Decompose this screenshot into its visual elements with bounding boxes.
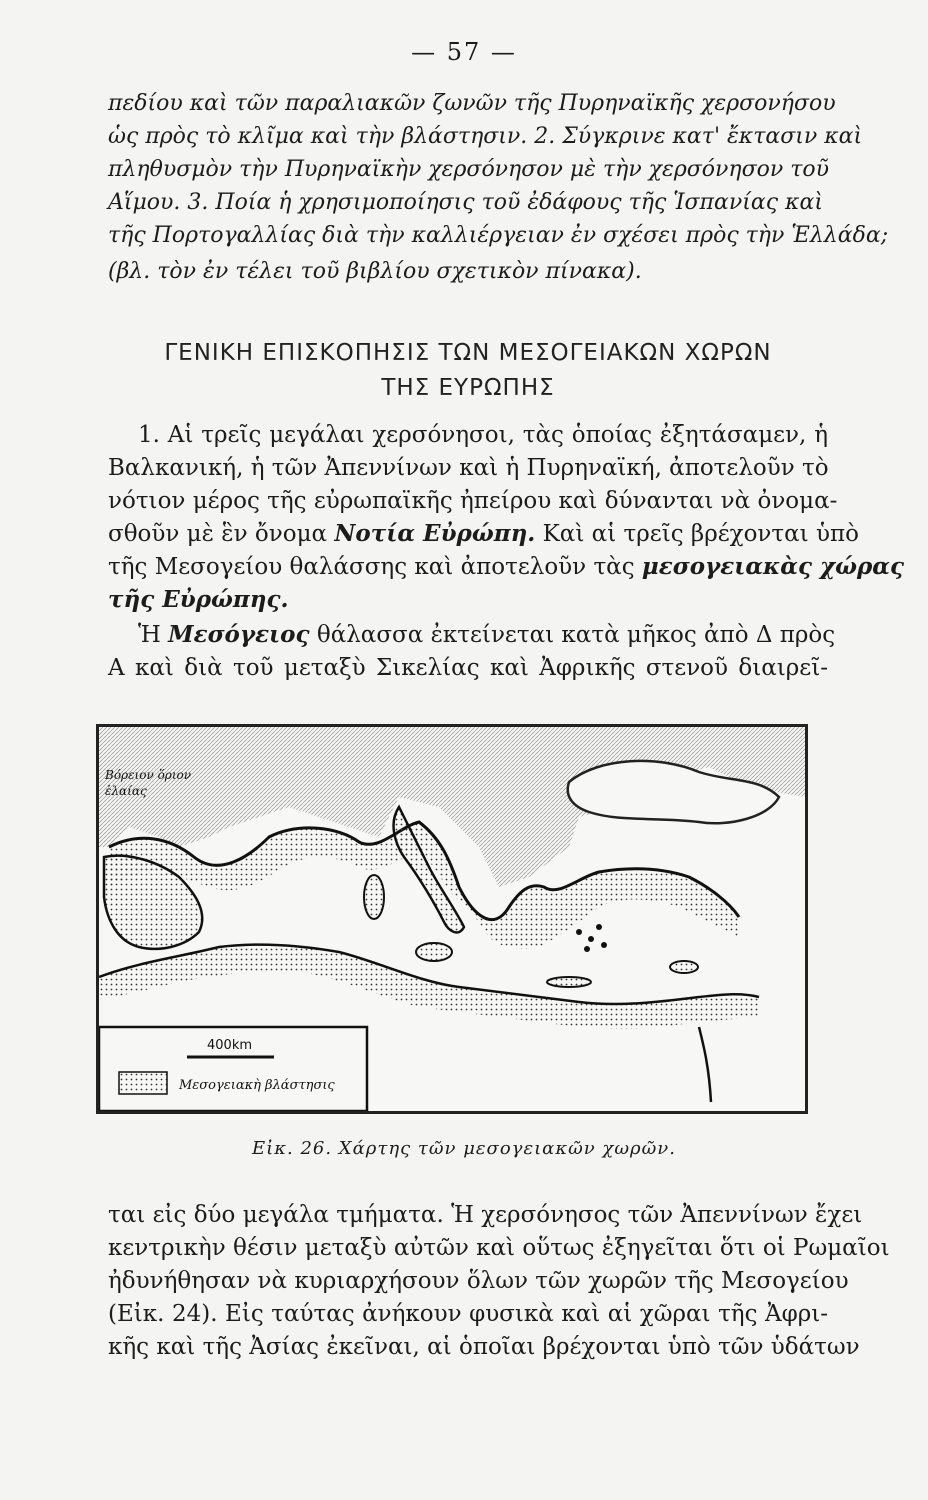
text-span: Καὶ αἱ τρεῖς βρέχονται ὑπὸ <box>542 521 859 547</box>
exercise-line: Αἵμου. 3. Ποία ἡ χρησιμοποίησις τοῦ ἐδάφους τῆς Ἱσπανίας καὶ <box>108 190 823 215</box>
text-span: σθοῦν μὲ ἓν ὄνομα <box>108 521 328 547</box>
body-line: κεντρικὴν θέσιν μεταξὺ αὐτῶν καὶ οὕτως ἐξηγεῖται ὅτι οἱ Ρωμαῖοι <box>108 1235 890 1261</box>
body-line: (Εἰκ. 24). Εἰς ταύτας ἀνήκουν φυσικὰ καὶ αἱ χῶραι τῆς Ἀφρι- <box>108 1301 828 1327</box>
body-line: 1. Αἱ τρεῖς μεγάλαι χερσόνησοι, τὰς ὁποίας ἐξητάσαμεν, ἡ <box>138 422 828 448</box>
exercise-line: πεδίου καὶ τῶν παραλιακῶν ζωνῶν τῆς Πυρηναϊκῆς χερσονήσου <box>108 91 836 116</box>
body-line: ἠδυνήθησαν νὰ κυριαρχήσουν ὅλων τῶν χωρῶν τῆς Μεσογείου <box>108 1268 849 1294</box>
map-label: Βόρειον ὅριον <box>105 768 192 782</box>
aegean-island <box>576 929 582 935</box>
body-line <box>108 552 905 582</box>
body-line: κῆς καὶ τῆς Ἀσίας ἐκεῖναι, αἱ ὁποῖαι βρέχονται ὑπὸ τῶν ὑδάτων <box>108 1334 860 1360</box>
section-heading: ΓΕΝΙΚΗ ΕΠΙΣΚΟΠΗΣΙΣ ΤΩΝ ΜΕΣΟΓΕΙΑΚΩΝ ΧΩΡΩΝ <box>164 340 772 366</box>
body-line: ται εἰς δύο μεγάλα τμήματα. Ἡ χερσόνησος τῶν Ἀπεννίνων ἔχει <box>108 1202 863 1228</box>
crete <box>547 977 591 987</box>
sicily <box>416 943 452 961</box>
emphasis-term: Νοτία Εὐρώπη. <box>334 520 536 547</box>
sardinia <box>364 875 384 919</box>
body-line <box>108 519 859 549</box>
nile-river <box>699 1027 711 1102</box>
scale-label: 400km <box>207 1038 253 1053</box>
legend-label: Μεσογειακὴ βλάστησις <box>179 1078 335 1093</box>
map-figure <box>96 724 808 1114</box>
map-label: ἐλαίας <box>105 784 147 798</box>
exercise-line: (βλ. τὸν ἐν τέλει τοῦ βιβλίου σχετικὸν πίνακα). <box>108 259 642 284</box>
emphasis-term: μεσογειακὰς χώρας <box>641 553 905 580</box>
page-number: — 57 — <box>411 38 517 66</box>
exercise-line: πληθυσμὸν τὴν Πυρηναϊκὴν χερσόνησον μὲ τὴν χερσόνησον τοῦ <box>108 157 829 182</box>
figure-caption: Εἰκ. 26. Χάρτης τῶν μεσογειακῶν χωρῶν. <box>252 1138 676 1159</box>
body-line: Α καὶ διὰ τοῦ μεταξὺ Σικελίας καὶ Ἀφρικῆς στενοῦ διαιρεῖ- <box>108 655 828 681</box>
cyprus <box>670 961 698 973</box>
aegean-island <box>588 936 594 942</box>
section-heading-line2: ΤΗΣ ΕΥΡΩΠΗΣ <box>381 375 555 401</box>
exercise-line: τῆς Πορτογαλλίας διὰ τὴν καλλιέργειαν ἐν σχέσει πρὸς τὴν Ἑλλάδα; <box>108 223 889 248</box>
emphasis-term: τῆς Εὐρώπης. <box>108 586 289 613</box>
aegean-island <box>601 942 607 948</box>
map-legend <box>99 1027 367 1111</box>
text-span: θάλασσα ἐκτείνεται κατὰ μῆκος ἀπὸ Δ πρὸς <box>316 622 836 648</box>
aegean-island <box>596 924 602 930</box>
text-span: τῆς Μεσογείου θαλάσσης καὶ ἀποτελοῦν τὰς <box>108 554 635 580</box>
body-line <box>108 620 836 650</box>
text-span: Ἡ <box>138 622 161 648</box>
body-line <box>108 585 828 615</box>
aegean-island <box>584 946 590 952</box>
mediterranean-map <box>99 727 805 1111</box>
body-line: Βαλκανική, ἡ τῶν Ἀπεννίνων καὶ ἡ Πυρηναϊκή, ἀποτελοῦν τὸ <box>108 455 829 481</box>
emphasis-term: Μεσόγειος <box>168 621 310 648</box>
legend-swatch <box>119 1072 167 1094</box>
exercise-line: ὡς πρὸς τὸ κλῖμα καὶ τὴν βλάστησιν. 2. Σύγκρινε κατ' ἔκτασιν καὶ <box>108 124 863 149</box>
body-line: νότιον μέρος τῆς εὐρωπαϊκῆς ἠπείρου καὶ δύνανται νὰ ὀνομα- <box>108 488 838 514</box>
